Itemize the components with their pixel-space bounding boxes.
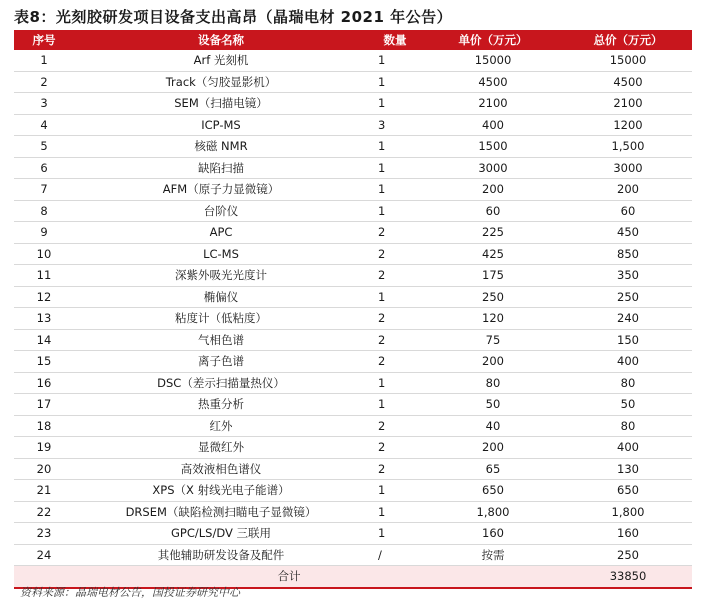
equipment-name: 椭偏仪 [74,286,368,308]
equipment-name: 气相色谱 [74,329,368,351]
row-index: 15 [14,351,74,373]
unit-price: 按需 [422,544,564,566]
equipment-name: XPS（X 射线光电子能谱） [74,480,368,502]
row-index: 9 [14,222,74,244]
equipment-name: DRSEM（缺陷检测扫瞄电子显微镜） [74,501,368,523]
table-row [14,415,692,437]
equipment-table [14,30,692,589]
unit-price: 1,800 [422,501,564,523]
quantity: 2 [368,458,422,480]
equipment-name: GPC/LS/DV 三联用 [74,523,368,545]
row-index: 20 [14,458,74,480]
total-price: 1,500 [564,136,692,158]
table-row [14,114,692,136]
row-index: 23 [14,523,74,545]
table-row [14,265,692,287]
table-row [14,93,692,115]
quantity: 1 [368,50,422,71]
total-price: 450 [564,222,692,244]
header-quantity: 数量 [368,30,422,50]
total-price: 160 [564,523,692,545]
equipment-name: Arf 光刻机 [74,50,368,71]
unit-price: 80 [422,372,564,394]
row-index: 7 [14,179,74,201]
total-price: 3000 [564,157,692,179]
table-row [14,501,692,523]
table-row [14,394,692,416]
quantity: 1 [368,200,422,222]
unit-price: 200 [422,437,564,459]
total-price: 50 [564,394,692,416]
unit-price: 425 [422,243,564,265]
quantity: 2 [368,243,422,265]
total-price: 80 [564,415,692,437]
quantity: 2 [368,437,422,459]
unit-price: 160 [422,523,564,545]
equipment-name: 红外 [74,415,368,437]
row-index: 13 [14,308,74,330]
table-row [14,50,692,71]
unit-price: 40 [422,415,564,437]
row-index: 8 [14,200,74,222]
total-price: 150 [564,329,692,351]
total-label: 合计 [14,566,564,588]
table-row [14,329,692,351]
quantity: 1 [368,394,422,416]
equipment-name: 高效液相色谱仪 [74,458,368,480]
header-equipment-name: 设备名称 [74,30,368,50]
total-price: 400 [564,351,692,373]
unit-price: 120 [422,308,564,330]
quantity: 1 [368,179,422,201]
header-row [14,30,692,50]
equipment-name: 粘度计（低粘度） [74,308,368,330]
total-price: 15000 [564,50,692,71]
table-row [14,286,692,308]
unit-price: 2100 [422,93,564,115]
unit-price: 50 [422,394,564,416]
row-index: 2 [14,71,74,93]
table-row [14,544,692,566]
table-row [14,179,692,201]
total-price: 1,800 [564,501,692,523]
quantity: 2 [368,415,422,437]
row-index: 21 [14,480,74,502]
table-row [14,157,692,179]
quantity: 3 [368,114,422,136]
quantity: 1 [368,286,422,308]
header-total-price: 总价（万元） [564,30,692,50]
table-title: 表8：光刻胶研发项目设备支出高昂（晶瑞电材 2021 年公告） [14,8,453,26]
total-price: 130 [564,458,692,480]
total-price: 400 [564,437,692,459]
quantity: 1 [368,501,422,523]
row-index: 10 [14,243,74,265]
row-index: 12 [14,286,74,308]
total-price: 2100 [564,93,692,115]
row-index: 17 [14,394,74,416]
quantity: 1 [368,523,422,545]
unit-price: 60 [422,200,564,222]
equipment-name: 其他辅助研发设备及配件 [74,544,368,566]
row-index: 1 [14,50,74,71]
table-row [14,437,692,459]
unit-price: 15000 [422,50,564,71]
header-index: 序号 [14,30,74,50]
equipment-name: DSC（差示扫描量热仪） [74,372,368,394]
equipment-name: 显微红外 [74,437,368,459]
unit-price: 4500 [422,71,564,93]
quantity: 2 [368,329,422,351]
unit-price: 650 [422,480,564,502]
equipment-name: SEM（扫描电镜） [74,93,368,115]
quantity: 1 [368,93,422,115]
unit-price: 65 [422,458,564,480]
table-row [14,351,692,373]
table-row [14,200,692,222]
source-note: 资料来源：晶瑞电材公告，国投证券研究中心 [20,586,240,599]
total-price: 650 [564,480,692,502]
total-price: 1200 [564,114,692,136]
equipment-name: APC [74,222,368,244]
quantity: 1 [368,136,422,158]
quantity: / [368,544,422,566]
table-row [14,372,692,394]
total-price: 250 [564,544,692,566]
row-index: 24 [14,544,74,566]
unit-price: 75 [422,329,564,351]
total-price: 60 [564,200,692,222]
total-price: 200 [564,179,692,201]
equipment-name: 热重分析 [74,394,368,416]
unit-price: 1500 [422,136,564,158]
equipment-name: Track（匀胶显影机） [74,71,368,93]
quantity: 2 [368,351,422,373]
quantity: 2 [368,265,422,287]
row-index: 18 [14,415,74,437]
unit-price: 225 [422,222,564,244]
total-price: 240 [564,308,692,330]
row-index: 5 [14,136,74,158]
equipment-name: 离子色谱 [74,351,368,373]
quantity: 1 [368,480,422,502]
unit-price: 200 [422,179,564,201]
unit-price: 3000 [422,157,564,179]
table-row [14,136,692,158]
row-index: 14 [14,329,74,351]
total-price: 850 [564,243,692,265]
row-index: 19 [14,437,74,459]
row-index: 6 [14,157,74,179]
total-price: 80 [564,372,692,394]
quantity: 1 [368,157,422,179]
quantity: 1 [368,71,422,93]
table-row [14,222,692,244]
quantity: 1 [368,372,422,394]
row-index: 16 [14,372,74,394]
total-price: 250 [564,286,692,308]
equipment-name: 深紫外吸光光度计 [74,265,368,287]
row-index: 3 [14,93,74,115]
row-index: 22 [14,501,74,523]
table-row [14,458,692,480]
table-row [14,523,692,545]
quantity: 2 [368,222,422,244]
equipment-name: 台阶仪 [74,200,368,222]
table-row [14,480,692,502]
equipment-name: AFM（原子力显微镜） [74,179,368,201]
table-row [14,243,692,265]
equipment-name: 缺陷扫描 [74,157,368,179]
table-row [14,71,692,93]
row-index: 4 [14,114,74,136]
total-price: 4500 [564,71,692,93]
total-price: 350 [564,265,692,287]
table-row [14,308,692,330]
equipment-name: ICP-MS [74,114,368,136]
unit-price: 175 [422,265,564,287]
row-index: 11 [14,265,74,287]
header-unit-price: 单价（万元） [422,30,564,50]
quantity: 2 [368,308,422,330]
equipment-name: 核磁 NMR [74,136,368,158]
unit-price: 200 [422,351,564,373]
equipment-name: LC-MS [74,243,368,265]
total-value: 33850 [564,566,692,588]
unit-price: 400 [422,114,564,136]
unit-price: 250 [422,286,564,308]
